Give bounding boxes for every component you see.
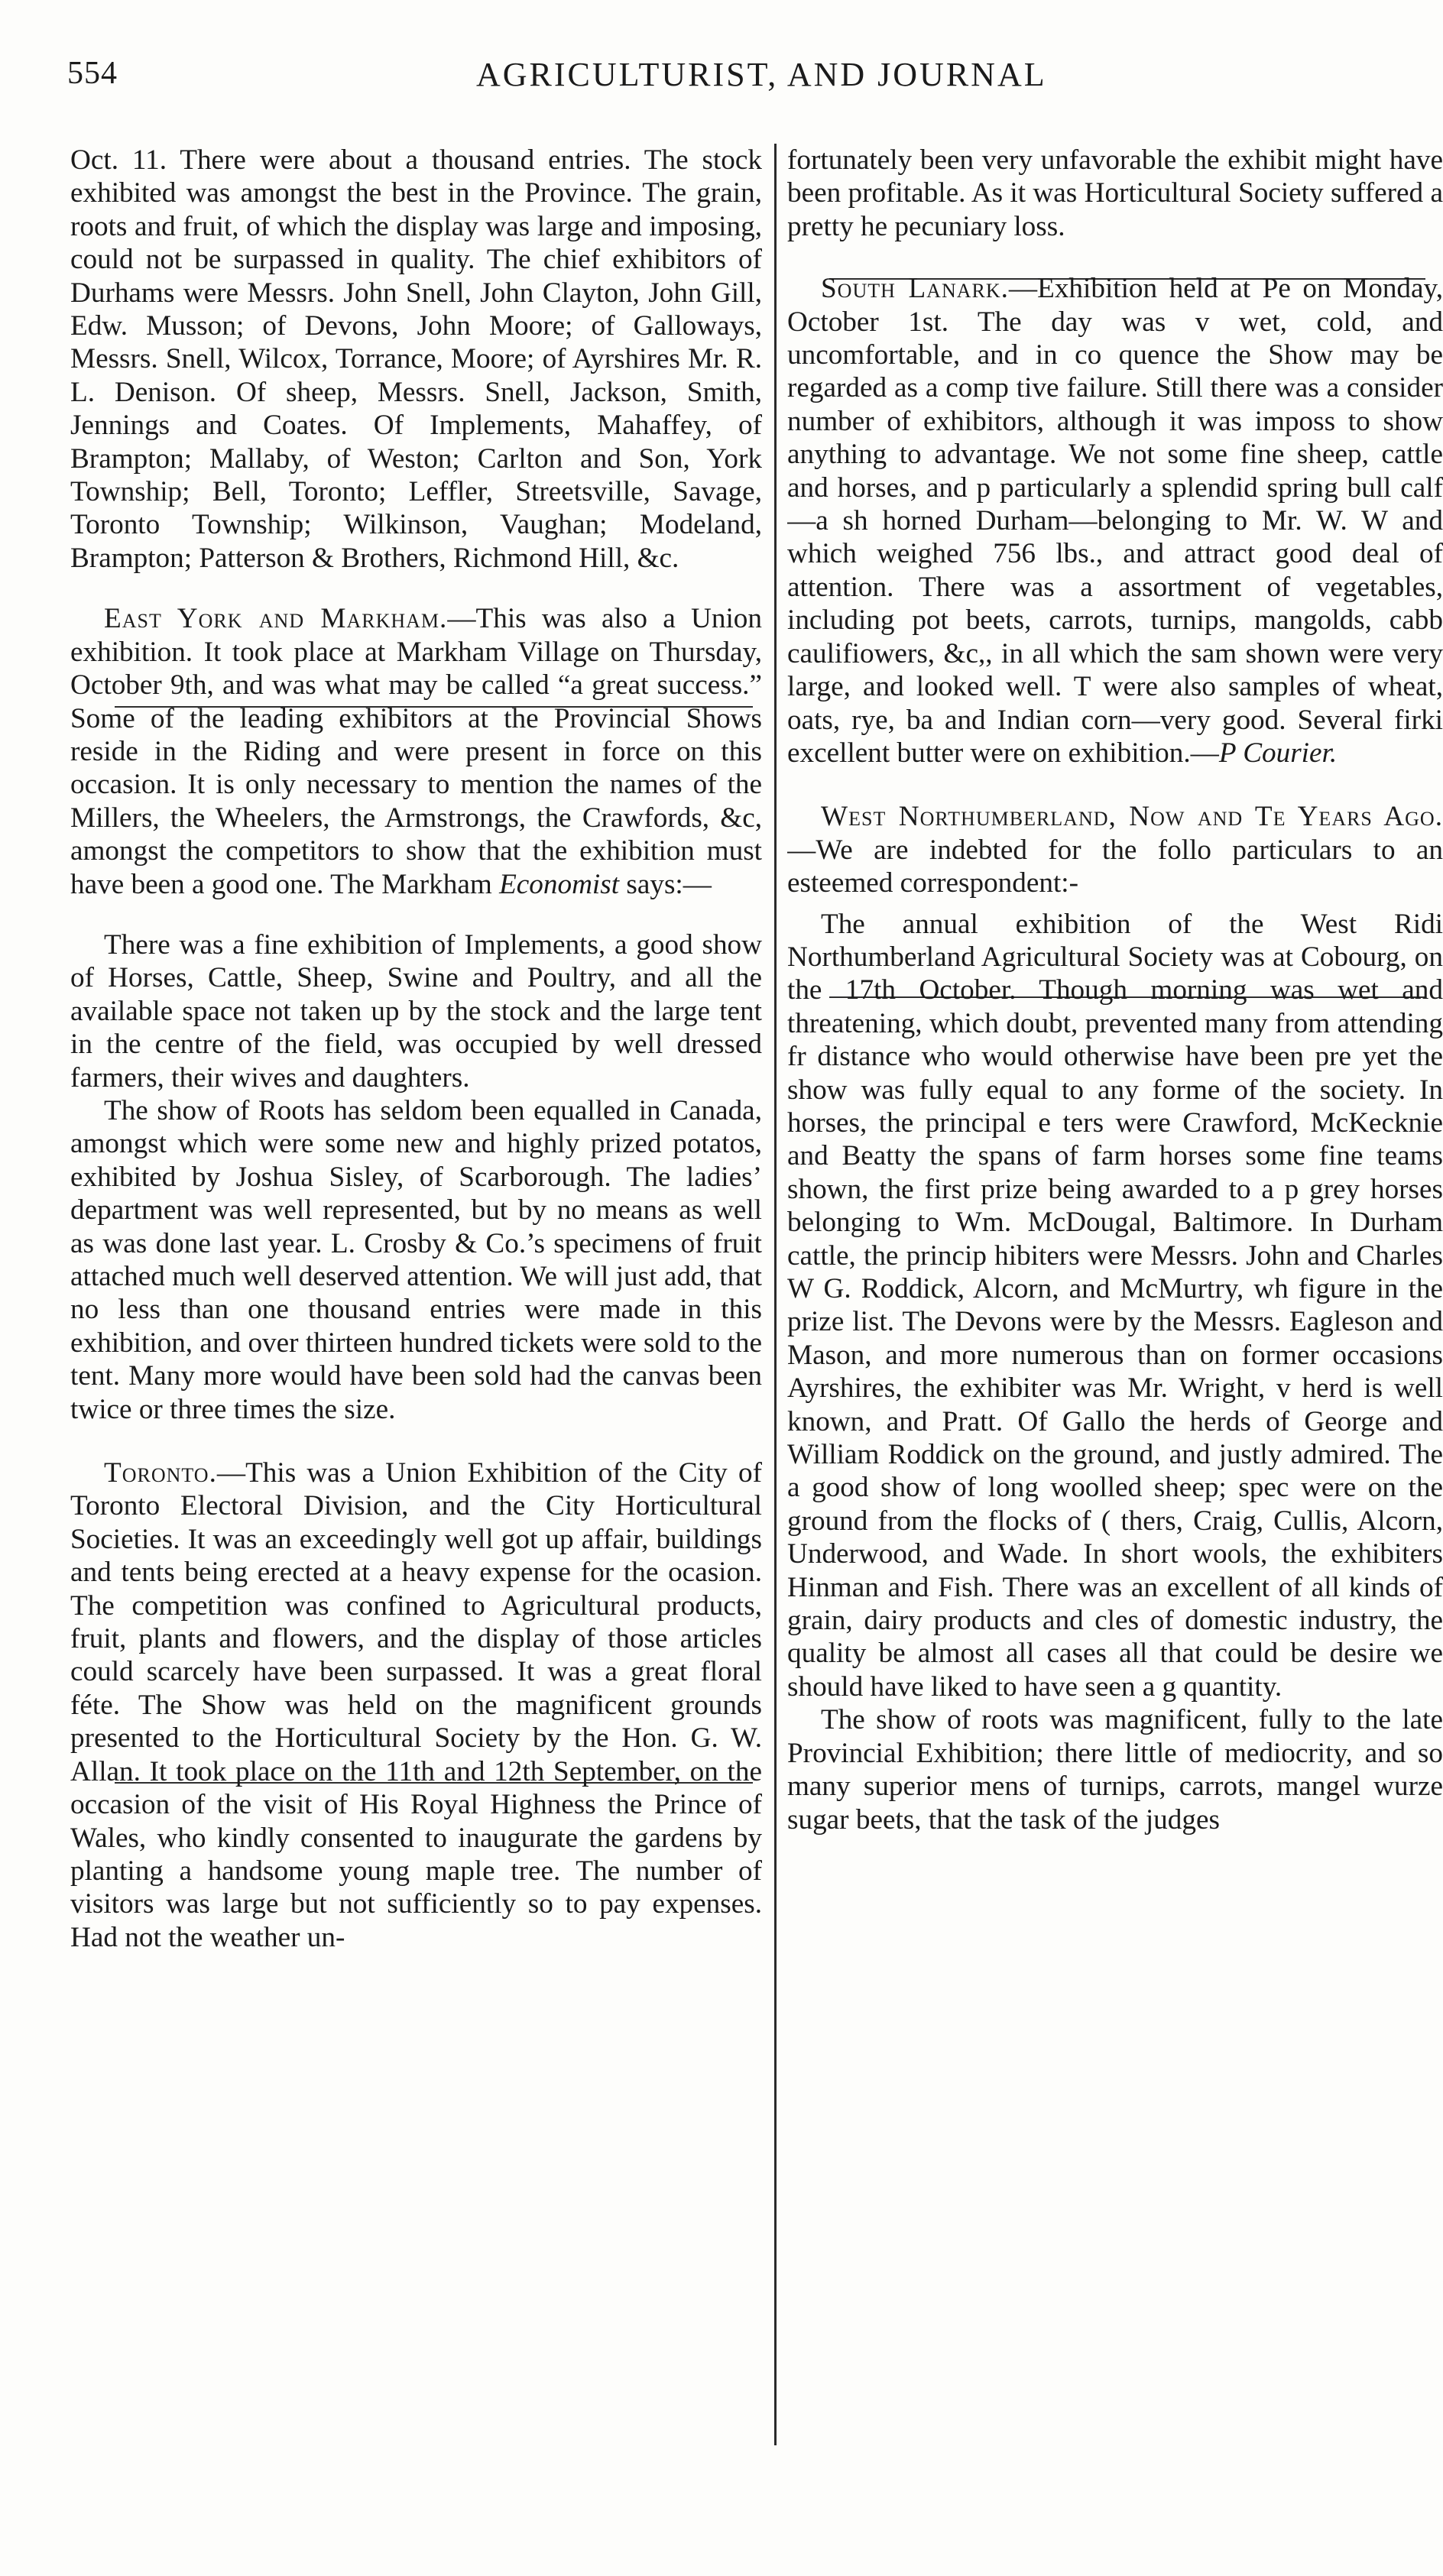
running-head <box>67 55 1443 109</box>
article-toronto <box>70 1456 762 1954</box>
correspondent-paragraph: The show of roots was magnificent, fully to the late Provincial Exhibition; there little of mediocrity, and so many superior mens of turnips, carrots, mangel wurze sugar beets, that the task of the judges <box>787 1704 1443 1836</box>
article-continuation: fortunately been very unfavorable the exhibit might have been profitable. As it was Horticultural Society suffered a pretty he pecuniary loss. <box>787 144 1443 242</box>
newspaper-name: P Courier. <box>1218 737 1338 769</box>
section-heading: South Lanark. <box>821 273 1009 305</box>
article-continuation: Oct. 11. There were about a thousand entries. The stock exhibited was amongst the best in the Province. The grain, roots and fruit, of which the display was large and imposing, could not be surpassed in quality. The chief exhibitors of Durhams were Messrs. John Snell, John Clayton, John Gill, Edw. Musson; of Devons, John Moore; of Galloways, Messrs. Snell, Wilcox, Torrance, Moore; of Ayrshires Mr. R. L. Denison. Of sheep, Messrs. Snell, Jackson, Smith, Jennings and Coates. Of Implements, Mahaffey, of Brampton; Mallaby, of Weston; Carlton and Son, York Township; Bell, Toronto; Leffler, Streetsville, Savage, Toronto Township; Wilkinson, Vaughan; Modeland, Brampton; Patterson & Brothers, Richmond Hill, &c. <box>70 144 762 574</box>
section-heading: Toronto. <box>104 1457 217 1489</box>
article-text: —We are indebted for the follo particulars to an esteemed correspondent:- <box>787 834 1443 899</box>
newspaper-name: Economist <box>499 868 620 900</box>
journal-title: AGRICULTURIST, AND JOURNAL <box>476 56 1047 93</box>
article-east-york-markham <box>70 602 762 901</box>
right-column <box>787 144 1443 2451</box>
column-divider <box>774 144 777 2445</box>
article-south-lanark <box>787 272 1443 770</box>
quoted-paragraph: There was a fine exhibition of Implements, a good show of Horses, Cattle, Sheep, Swine and Poultry, and all the available space not taken up by the stock and the large tent in the centre of the field, was occupied by well dressed farmers, their wives and daughters. <box>70 928 762 1094</box>
article-west-northumberland <box>787 800 1443 899</box>
page-number: 554 <box>67 56 118 91</box>
quoted-paragraph: The show of Roots has seldom been equalled in Canada, amongst which were some new and highly prized potatos, exhibited by Joshua Sisley, of Scarborough. The ladies’ department was well represented, but by no means as well as was done last year. L. Crosby & Co.’s specimens of fruit attached much well deserved attention. We will just add, that no less than one thousand entries were made in this exhibition, and over thirteen hundred tickets were sold to the tent. Many more would have been sold had the canvas been twice or three times the size. <box>70 1094 762 1425</box>
section-heading: East York and Markham. <box>104 603 448 635</box>
article-text: —Exhibition held at Pe on Monday, October 1st. The day was v wet, cold, and uncomfortable, and in co quence the Show may be regarded as a comp tive failure. Still there was a consider number of exhibitors, although it was imposs to show anything to advantage. We not some fine sheep, cattle and horses, and p particularly a splendid spring bull calf—a sh horned Durham—belonging to Mr. W. W and which weighed 756 lbs., and attract good deal of attention. There was a assortment of vegetables, including pot beets, carrots, turnips, mangolds, cabb caulifiowers, &c,, in all which the sam shown were very large, and looked well. T were also samples of wheat, oats, rye, ba and Indian corn—very good. Several firki excellent butter were on exhibition.— <box>787 273 1443 769</box>
article-text: —This was also a Union exhibition. It took place at Markham Village on Thursday, October 9th, and was what may be called “a great success.” Some of the leading exhibitors at the Provincial Shows reside in the Riding and were present in force on this occasion. It is only necessary to mention the names of the Millers, the Wheelers, the Armstrongs, the Crawfords, &c, amongst the competitors to show that the exhibition must have been a good one. The Markham <box>70 603 762 900</box>
section-heading: West Northumberland, Now and Te Years Ago. <box>821 801 1443 833</box>
article-text: says:— <box>619 868 712 900</box>
correspondent-paragraph: The annual exhibition of the West Ridi Northumberland Agricultural Society was at Cobourg, on the 17th October. Though morning was wet and threatening, which doubt, prevented many from attending fr distance who would otherwise have been pre yet the show was fully equal to any forme of the society. In horses, the principal e ters were Crawford, McKecknie and Beatty the spans of farm horses some fine teams shown, the first prize being awarded to a p grey horses belonging to Wm. McDougal, Baltimore. In Durham cattle, the princip hibiters were Messrs. John and Charles W G. Roddick, Alcorn, and McMurtry, wh figure in the prize list. The Devons were by the Messrs. Eagleson and Mason, and more numerous than on former occasions Ayrshires, the exhibiter was Mr. Wright, v herd is well known, and Pratt. Of Gallo the herds of George and William Roddick on the ground, and justly admired. The a good show of long woolled sheep; spec were on the ground from the flocks of ( thers, Craig, Cullis, Alcorn, Underwood, and Wade. In short wools, the exhibiters Hinman and Fish. There was an excellent of all kinds of grain, dairy products and cles of domestic industry, the quality be almost all cases all that could be desire we should have liked to have seen a g quantity. <box>787 908 1443 1703</box>
left-column <box>70 144 762 2451</box>
article-text: —This was a Union Exhibition of the City of Toronto Electoral Division, and the City Horticultural Societies. It was an exceedingly well got up affair, buildings and tents being erected at a heavy expense for the ocasion. The competition was confined to Agricultural products, fruit, plants and flowers, and the display of those articles could scarcely have been surpassed. It was a great floral féte. The Show was held on the magnificent grounds presented to the Horticultural Society by the Hon. G. W. Allan. It took place on the 11th and 12th September, on the occasion of the visit of His Royal Highness the Prince of Wales, who kindly consented to inaugurate the gardens by planting a handsome young maple tree. The number of visitors was large but not sufficiently so to pay expenses. Had not the weather un- <box>70 1457 762 1953</box>
